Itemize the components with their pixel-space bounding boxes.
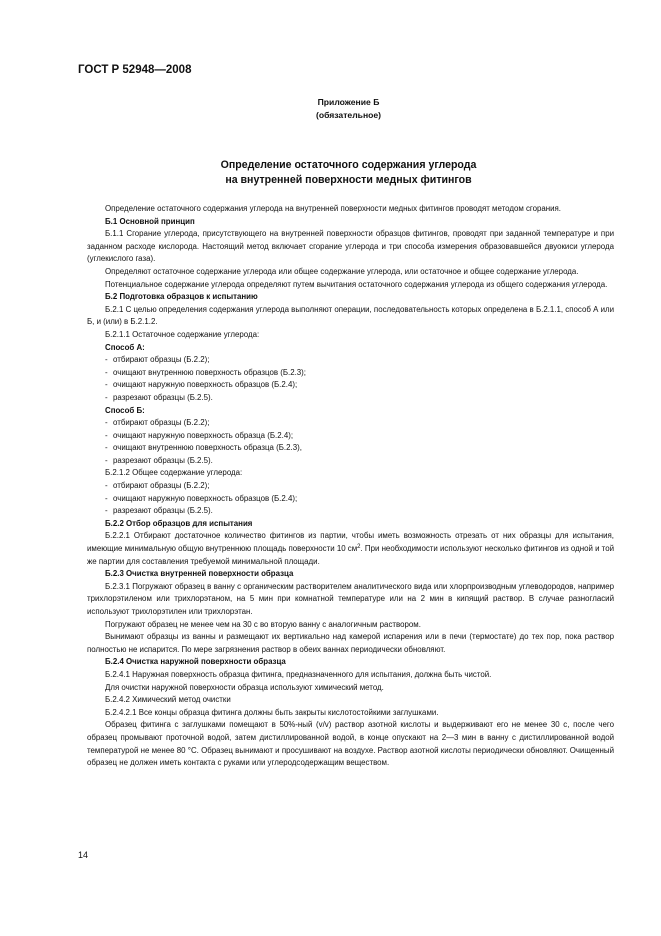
paragraph-b2-4-3: Образец фитинга с заглушками помещают в 50%-ный (v/v) раствор азотной кислоты и выдерживают его не менее 30 с, после чего образец промывают проточной водой, затем дистиллированной водой, в конце опускают на 2—3 мин в ванну с дистиллированной водой температурой не менее 80 °С. Образец вынимают и просушивают на воздухе. Раствор азотной кислоты периодически обновляют. Очищенный образец не должен иметь контакта с руками или углеродсодержащим веществом. [87, 720, 614, 768]
list-item: - отбирают образцы (Б.2.2); [105, 418, 210, 428]
list-item: - очищают наружную поверхность образца (Б.2.4); [105, 430, 294, 440]
paragraph-b2-3-3: Вынимают образцы из ванны и размещают их вертикально над камерой испарения или в печи (термостате) до тех пор, пока раствор полностью не испарится. По мере загрязнения раствор в обеих ваннах периодически обновляют. [87, 632, 614, 654]
list-item: - разрезают образцы (Б.2.5). [105, 455, 213, 465]
paragraph-b2-1: Б.2.1 С целью определения содержания углерода выполняют операции, последовательность которых определена в Б.2.1.1, способ А или Б, и (или) в Б.2.1.2. [87, 304, 614, 327]
section-title-line1: Определение остаточного содержания углерода [220, 159, 477, 171]
appendix-status: (обязательное) [315, 110, 382, 120]
list-item: - очищают внутреннюю поверхность образца (Б.2.3), [105, 443, 302, 453]
appendix-block [0, 96, 661, 122]
list-item: - отбирают образцы (Б.2.2); [105, 481, 210, 491]
paragraph-b2-4-2: Для очистки наружной поверхности образца используют химический метод. [105, 682, 384, 692]
paragraph-b2-4-1: Б.2.4.1 Наружная поверхность образца фитинга, предназначенного для испытания, должна быть чистой. [105, 669, 492, 679]
method-b-label: Способ Б: [105, 405, 145, 415]
page-number: 14 [78, 850, 89, 860]
heading-b2-4: Б.2.4 Очистка наружной поверхности образца [105, 657, 286, 667]
paragraph-b2-3-1: Б.2.3.1 Погружают образец в ванну с органическим растворителем аналитического вида или хлорпроизводным углеводородов, например трихлорэтиленом или трихлорэтаном, на 5 мин при комнатной температуре или на 2 мин в кипящий раствор. В случае разногласий используют трихлорэтилен или трихлорэтан. [87, 581, 614, 616]
appendix-title: Приложение Б [317, 97, 380, 107]
heading-b2: Б.2 Подготовка образцов к испытанию [105, 292, 258, 302]
heading-b2-3: Б.2.3 Очистка внутренней поверхности образца [105, 569, 294, 579]
method-a-label: Способ А: [105, 342, 145, 352]
list-item: - разрезают образцы (Б.2.5). [105, 392, 213, 402]
list-item: - разрезают образцы (Б.2.5). [105, 506, 213, 516]
section-title-line2: на внутренней поверхности медных фитингов [225, 174, 472, 186]
paragraph-b2-4-2-1: Б.2.4.2.1 Все концы образца фитинга должны быть закрыты кислотостойкими заглушками. [105, 707, 439, 717]
paragraph-b2-2-1: Б.2.2.1 Отбирают достаточное количество фитингов из партии, чтобы иметь возможность отрезать от них образцы для испытания, имеющие минимальную общую внутреннюю площадь поверхности 10 $см^2$. При необходимости используют несколько фитингов из одной и той же партии для составления требуемой минимальной площади. [87, 531, 614, 566]
heading-b2-2: Б.2.2 Отбор образцов для испытания [105, 518, 253, 528]
paragraph-b1-3: Потенциальное содержание углерода определяют путем вычитания остаточного содержания углерода из общего содержания углерода. [105, 279, 608, 289]
paragraph-b1-2: Определяют остаточное содержание углерода или общее содержание углерода, или остаточное и общее содержание углерода. [105, 266, 579, 276]
paragraph-b2-1-1: Б.2.1.1 Остаточное содержание углерода: [105, 329, 260, 339]
document-header: ГОСТ Р 52948—2008 [78, 64, 192, 76]
paragraph-b2-1-2: Б.2.1.2 Общее содержание углерода: [105, 468, 243, 478]
paragraph-b2-4-2-heading: Б.2.4.2 Химический метод очистки [105, 695, 231, 705]
document-body [87, 203, 614, 770]
section-title [0, 158, 661, 188]
list-item: - очищают наружную поверхность образцов (Б.2.4); [105, 493, 298, 503]
list-item: - очищают наружную поверхность образцов (Б.2.4); [105, 380, 298, 390]
intro-paragraph: Определение остаточного содержания углерода на внутренней поверхности медных фитингов проводят методом сгорания. [105, 204, 561, 213]
paragraph-b2-3-2: Погружают образец не менее чем на 30 с во вторую ванну с аналогичным раствором. [105, 619, 421, 629]
list-item: - очищают внутреннюю поверхность образцов (Б.2.3); [105, 367, 307, 377]
heading-b1: Б.1 Основной принцип [105, 216, 195, 226]
paragraph-b1-1: Б.1.1 Сгорание углерода, присутствующего на внутренней поверхности образцов фитингов, проводят при заданной температуре и при заданном расходе кислорода. Настоящий метод включает сгорание углерода и три способа измерения образовавшейся двуокиси углерода (углекислого газа). [87, 229, 614, 264]
list-item: - отбирают образцы (Б.2.2); [105, 355, 210, 365]
